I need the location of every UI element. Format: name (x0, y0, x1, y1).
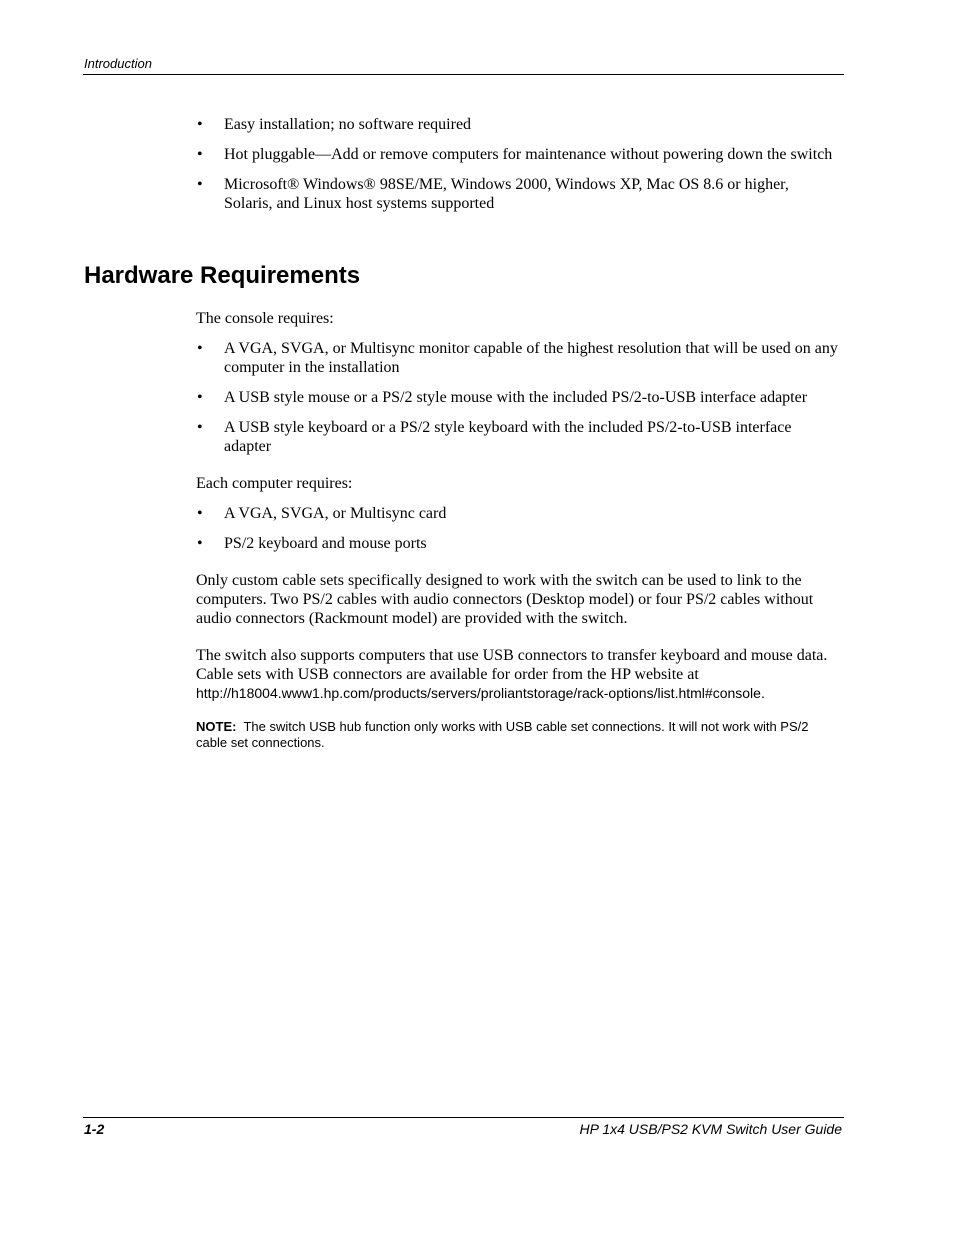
list-item: • A VGA, SVGA, or Multisync monitor capable of the highest resolution that will be used on any computer in the installation (196, 339, 841, 377)
hp-website-link[interactable]: http://h18004.www1.hp.com/products/servers/proliantstorage/rack-options/list.html#console. (196, 685, 765, 701)
hardware-body (196, 309, 841, 751)
list-item: • A VGA, SVGA, or Multisync card (196, 504, 841, 523)
computer-requirements-list (196, 504, 841, 553)
list-item: • A USB style mouse or a PS/2 style mouse with the included PS/2-to-USB interface adapter (196, 388, 841, 407)
feature-list-block (196, 115, 841, 224)
page-number: 1-2 (84, 1121, 105, 1137)
cables-paragraph: Only custom cable sets specifically designed to work with the switch can be used to link to the computers. Two PS/2 cables with audio connectors (Desktop model) or four PS/2 cables without audio connectors (Rackmount model) are provided with the switch. (196, 572, 814, 627)
list-item: • Hot pluggable—Add or remove computers for maintenance without powering down the switch (196, 145, 841, 164)
computer-intro: Each computer requires: (196, 475, 353, 492)
header-rule (83, 74, 844, 75)
usb-paragraph-text: The switch also supports computers that use USB connectors to transfer keyboard and mouse data. Cable sets with USB connectors are available for order from the HP website at (196, 647, 828, 683)
console-intro: The console requires: (196, 310, 334, 327)
footer-rule (83, 1117, 844, 1118)
note (196, 719, 841, 751)
note-text: The switch USB hub function only works with USB cable set connections. It will not work with PS/2 cable set connections. (196, 719, 809, 750)
feature-list (196, 115, 841, 213)
list-item: • PS/2 keyboard and mouse ports (196, 534, 841, 553)
section-heading: Hardware Requirements (84, 262, 361, 289)
note-label: NOTE: (196, 719, 237, 734)
list-item: • A USB style keyboard or a PS/2 style keyboard with the included PS/2-to-USB interface adapter (196, 418, 841, 456)
usb-paragraph (196, 646, 841, 703)
list-item: • Easy installation; no software required (196, 115, 841, 134)
guide-title: HP 1x4 USB/PS2 KVM Switch User Guide (579, 1121, 842, 1137)
list-item: • Microsoft® Windows® 98SE/ME, Windows 2000, Windows XP, Mac OS 8.6 or higher, Solaris, and Linux host systems supported (196, 175, 841, 213)
running-header: Introduction (84, 56, 152, 71)
console-requirements-list (196, 339, 841, 456)
